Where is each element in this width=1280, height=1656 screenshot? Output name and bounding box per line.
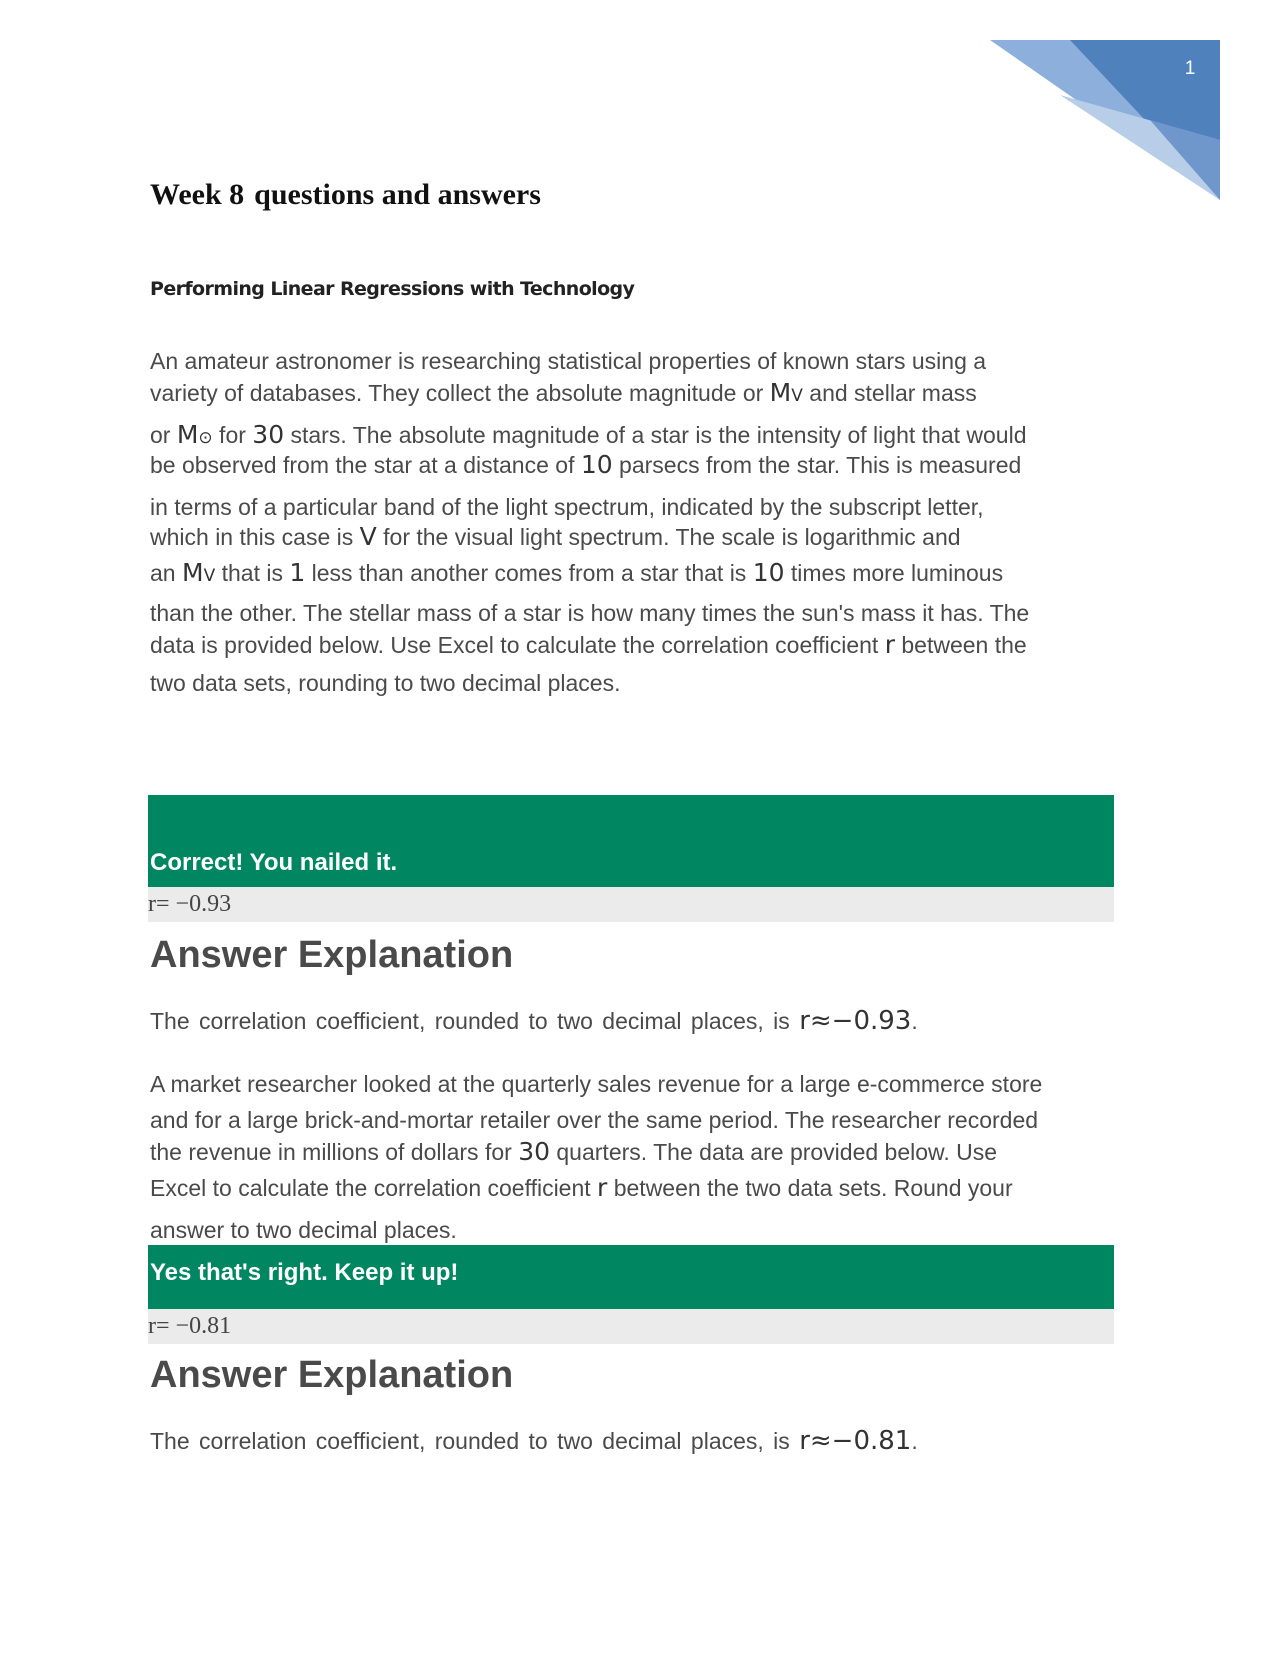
feedback-banner — [148, 1245, 1114, 1309]
q1-line: in terms of a particular band of the light spectrum, indicated by the subscript letter, — [150, 494, 984, 520]
q1-line: be observed from the star at a distance of 10 parsecs from the star. This is measured — [150, 450, 1022, 479]
q2-line: Excel to calculate the correlation coefficient r between the two data sets. Round your — [150, 1173, 1013, 1202]
answer-explanation-heading: Answer Explanation — [150, 1354, 514, 1396]
feedback-banner — [148, 795, 1114, 887]
answer-value: r= −0.81 — [148, 1309, 1114, 1344]
math-msun: M⊙ — [176, 420, 213, 449]
feedback-message: Correct! You nailed it. — [150, 849, 398, 876]
q2-line: the revenue in millions of dollars for 30 quarters. The data are provided below. Use — [150, 1137, 998, 1166]
page-number: 1 — [1184, 58, 1196, 79]
math-mv: MV — [181, 558, 216, 587]
q1-line: An amateur astronomer is researching statistical properties of known stars using a — [150, 348, 987, 374]
title-rest: questions and answers — [254, 178, 541, 211]
q1-line: data is provided below. Use Excel to calculate the correlation coefficient r between the — [150, 630, 1027, 659]
q2-line: A market researcher looked at the quarterly sales revenue for a large e-commerce store — [150, 1071, 1043, 1097]
q2-line: answer to two decimal places. — [150, 1217, 457, 1243]
q1-line: which in this case is V for the visual light spectrum. The scale is logarithmic and — [150, 522, 961, 551]
feedback-message: Yes that's right. Keep it up! — [150, 1259, 459, 1286]
answer-explanation-text: The correlation coefficient, rounded to two decimal places, is r≈−0.81. — [150, 1426, 918, 1456]
q1-line: than the other. The stellar mass of a star is how many times the sun's mass it has. The — [150, 600, 1030, 626]
q1-line: or M⊙ for 30 stars. The absolute magnitude of a star is the intensity of light that would — [150, 420, 1027, 449]
math-mv: MV — [769, 378, 803, 407]
q1-line: an MV that is 1 less than another comes from a star that is 10 times more luminous — [150, 558, 1004, 587]
q1-line: variety of databases. They collect the absolute magnitude or MV and stellar mass — [150, 378, 977, 407]
title-week: Week 8 — [150, 178, 245, 211]
answer-explanation-text: The correlation coefficient, rounded to two decimal places, is r≈−0.93. — [150, 1006, 918, 1036]
q2-line: and for a large brick-and-mortar retailer over the same period. The researcher recorded — [150, 1107, 1039, 1133]
document-title — [150, 178, 541, 212]
answer-explanation-heading: Answer Explanation — [150, 934, 514, 976]
q1-line: two data sets, rounding to two decimal places. — [150, 670, 621, 696]
answer-value: r= −0.93 — [148, 887, 1114, 922]
section-title: Performing Linear Regressions with Technology — [150, 278, 635, 300]
